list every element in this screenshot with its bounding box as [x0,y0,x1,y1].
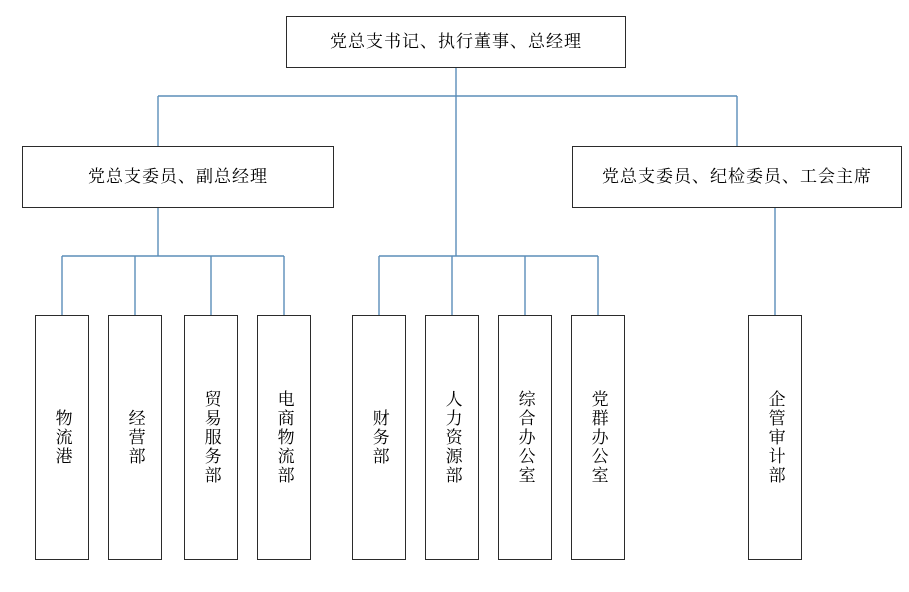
node-label-vice-gm: 党总支委员、副总经理 [88,166,268,186]
node-label-general-office: 综合办公室 [515,390,535,485]
node-operations-dept[interactable] [108,315,162,560]
node-general-office[interactable] [498,315,552,560]
node-trade-service-dept[interactable] [184,315,238,560]
node-label-operations-dept: 经营部 [125,409,145,466]
node-label-logistics-port: 物流港 [52,409,72,466]
node-enterprise-audit-dept[interactable] [748,315,802,560]
node-hr-dept[interactable] [425,315,479,560]
node-label-discipline-union: 党总支委员、纪检委员、工会主席 [602,166,872,186]
node-label-finance-dept: 财务部 [369,409,389,466]
node-label-trade-service-dept: 贸易服务部 [201,390,221,485]
node-finance-dept[interactable] [352,315,406,560]
node-ecommerce-logistics-dept[interactable] [257,315,311,560]
node-vice-gm[interactable] [22,146,334,208]
node-label-root: 党总支书记、执行董事、总经理 [330,31,582,51]
node-party-mass-office[interactable] [571,315,625,560]
node-label-enterprise-audit-dept: 企管审计部 [765,390,785,485]
node-label-hr-dept: 人力资源部 [442,390,462,485]
node-label-party-mass-office: 党群办公室 [588,390,608,485]
node-root[interactable] [286,16,626,68]
node-logistics-port[interactable] [35,315,89,560]
node-label-ecommerce-logistics-dept: 电商物流部 [274,390,294,485]
node-discipline-union[interactable] [572,146,902,208]
